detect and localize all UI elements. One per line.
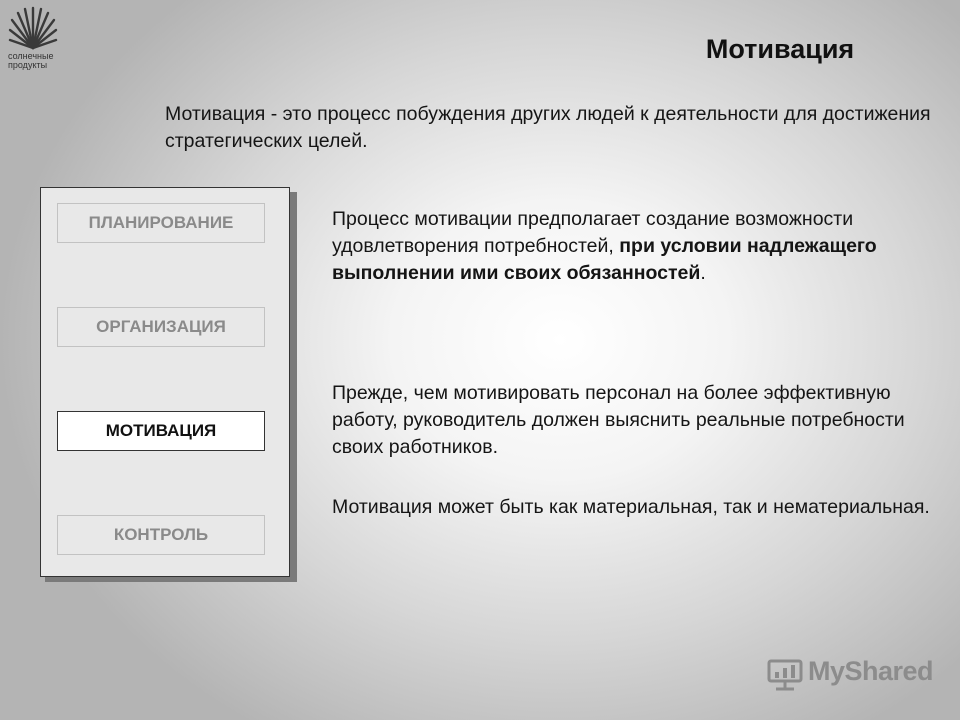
paragraph-motivation-process [332,206,932,287]
slide-title: Мотивация [705,34,855,64]
presentation-board-icon [766,658,804,692]
company-logo [8,4,58,72]
definition-text: Мотивация - это процесс побуждения других людей к деятельности для достижения стратегических целей. [165,103,931,152]
paragraph-needs: Прежде, чем мотивировать персонал на более эффективную работу, руководитель должен выяснить реальные потребности своих работников. [332,382,905,458]
paragraph-1-text: Процесс мотивации предполагает создание возможности удовлетворения потребностей, [332,208,854,257]
logo-line-1: солнечные [8,51,54,61]
myshared-watermark [766,656,936,692]
sun-rays-icon [8,4,58,52]
stage-planning: ПЛАНИРОВАНИЕ [57,203,265,243]
management-stages-panel [40,187,290,577]
stage-control: КОНТРОЛЬ [57,515,265,555]
stage-organization: ОРГАНИЗАЦИЯ [57,307,265,347]
paragraph-1-bold: при условии надлежащего выполнении ими своих обязанностей [332,235,877,284]
paragraph-types: Мотивация может быть как материальная, так и нематериальная. [332,496,930,518]
logo-line-2: продукты [8,60,48,70]
paragraph-1-end: . [700,262,706,284]
stage-motivation: МОТИВАЦИЯ [57,411,265,451]
logo-text [8,52,60,70]
watermark-text: MyShared [808,656,934,686]
